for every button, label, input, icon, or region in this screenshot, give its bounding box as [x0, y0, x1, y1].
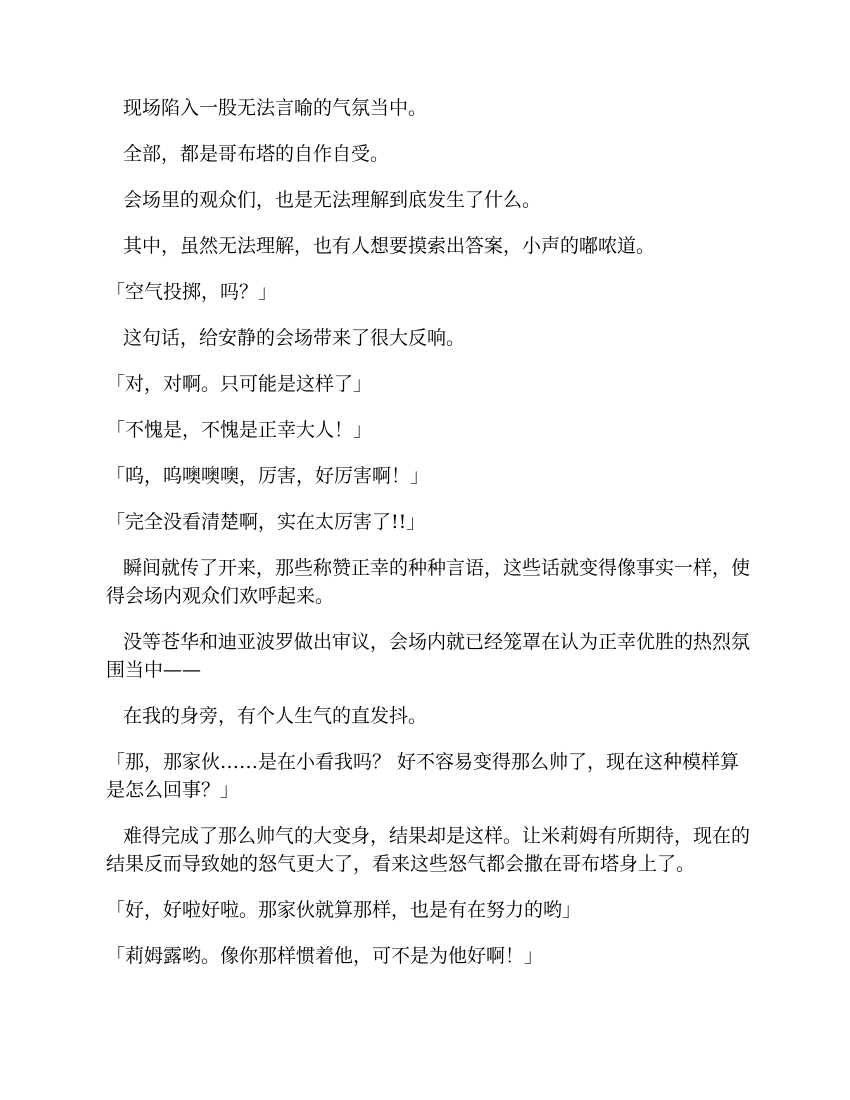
dialogue-line: 「空气投掷，吗？」 — [106, 281, 278, 303]
text-column — [106, 94, 751, 988]
paragraph: 在我的身旁，有个人生气的直发抖。 — [123, 705, 428, 727]
paragraph: 瞬间就传了开来，那些称赞正幸的种种言语，这些话就变得像事实一样，使得会场内观众们欢呼起来。 — [106, 557, 751, 607]
paragraph: 现场陷入一股无法言喻的气氛当中。 — [123, 97, 428, 119]
paragraph: 难得完成了那么帅气的大变身，结果却是这样。让米莉姆有所期待，现在的结果反而导致她的怒气更大了，看来这些怒气都会撒在哥布塔身上了。 — [106, 825, 751, 875]
dialogue-line: 「对，对啊。只可能是这样了」 — [106, 373, 373, 395]
dialogue-line: 「呜，呜噢噢噢，厉害，好厉害啊！」 — [106, 465, 430, 487]
dialogue-line: 「完全没看清楚啊，实在太厉害了!!」 — [106, 511, 426, 533]
dialogue-line: 「好，好啦好啦。那家伙就算那样，也是有在努力的哟」 — [106, 899, 582, 921]
dialogue-line: 「那，那家伙……是在小看我吗？ 好不容易变得那么帅了，现在这种模样算是怎么回事？」 — [106, 751, 740, 801]
dialogue-line: 「不愧是，不愧是正幸大人！」 — [106, 419, 373, 441]
paragraph: 其中，虽然无法理解，也有人想要摸索出答案，小声的嘟哝道。 — [123, 235, 656, 257]
paragraph: 这句话，给安静的会场带来了很大反响。 — [123, 327, 466, 349]
paragraph: 没等苍华和迪亚波罗做出审议，会场内就已经笼罩在认为正幸优胜的热烈氛围当中—— — [106, 631, 751, 681]
dialogue-line: 「莉姆露哟。像你那样惯着他，可不是为他好啊！」 — [106, 945, 544, 967]
paragraph: 全部，都是哥布塔的自作自受。 — [123, 143, 390, 165]
paragraph: 会场里的观众们，也是无法理解到底发生了什么。 — [123, 189, 542, 211]
